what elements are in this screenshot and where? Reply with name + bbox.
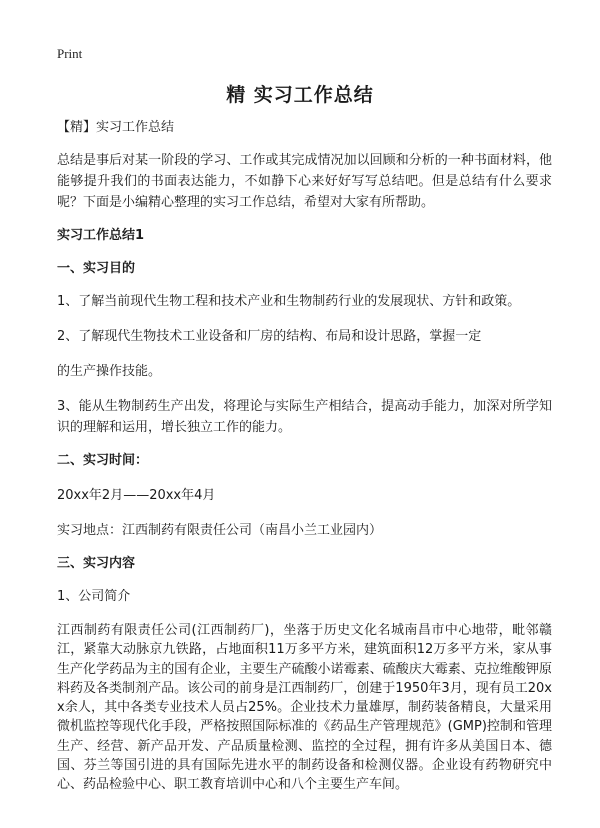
document-title: 精 实习工作总结	[226, 84, 374, 106]
company-intro-subheading: 1、公司简介	[57, 589, 131, 604]
purpose-item-3: 3、能从生物制药生产出发，将理论与实际生产相结合，提高动手能力，加深对所学知识的理解和运用，增长独立工作的能力。	[57, 399, 552, 435]
purpose-item-1: 1、了解当前现代生物工程和技术产业和生物制药行业的发展现状、方针和政策。	[57, 294, 521, 309]
purpose-heading: 一、实习目的	[57, 261, 136, 276]
document-body	[57, 117, 552, 795]
purpose-item-2-line-1: 2、了解现代生物技术工业设备和厂房的结构、布局和设计思路，掌握一定	[57, 329, 482, 344]
content-heading: 三、实习内容	[57, 556, 136, 571]
purpose-item-2-line-2: 的生产操作技能。	[57, 364, 162, 379]
print-label: Print	[57, 46, 83, 61]
document-subtitle: 【精】实习工作总结	[57, 120, 175, 135]
section-title: 实习工作总结1	[57, 228, 145, 243]
intro-paragraph: 总结是事后对某一阶段的学习、工作或其完成情况加以回顾和分析的一种书面材料，他能够提升我们的书面表达能力，不如静下心来好好写写总结吧。但是总结有什么要求呢？下面是小编精心整理的实习工作总结，希望对大家有所帮助。	[57, 153, 552, 210]
internship-location: 实习地点：江西制药有限责任公司（南昌小兰工业园内）	[57, 523, 383, 538]
time-heading: 二、实习时间：	[57, 453, 149, 468]
internship-dates: 20xx年2月——20xx年4月	[57, 488, 216, 503]
company-intro-paragraph: 江西制药有限责任公司(江西制药厂)，坐落于历史文化名城南昌市中心地带，毗邻赣江，紧靠大动脉京九铁路，占地面积11万多平方米，建筑面积12万多平方米，家从事生产化学药品为主的国有企业，主要生产硫酸小诺霉素、硫酸庆大霉素、克拉维酸钾原料药及各类制剂产品。该公司的前身是江西制药厂，创建于1950年3月，现有员工20xx余人，其中各类专业技术人员占25%。企业技术力量雄厚，制药装备精良，大量采用微机监控等现代化手段，严格按照国际标准的《药品生产管理规范》(GMP)控制和管理生产、经营、新产品开发、产品质量检测、监控的全过程，拥有许多从美国日本、德国、芬兰等国引进的具有国际先进水平的制药设备和检测仪器。企业设有药物研究中心、药品检验中心、职工教育培训中心和八个主要生产车间。	[57, 623, 552, 793]
